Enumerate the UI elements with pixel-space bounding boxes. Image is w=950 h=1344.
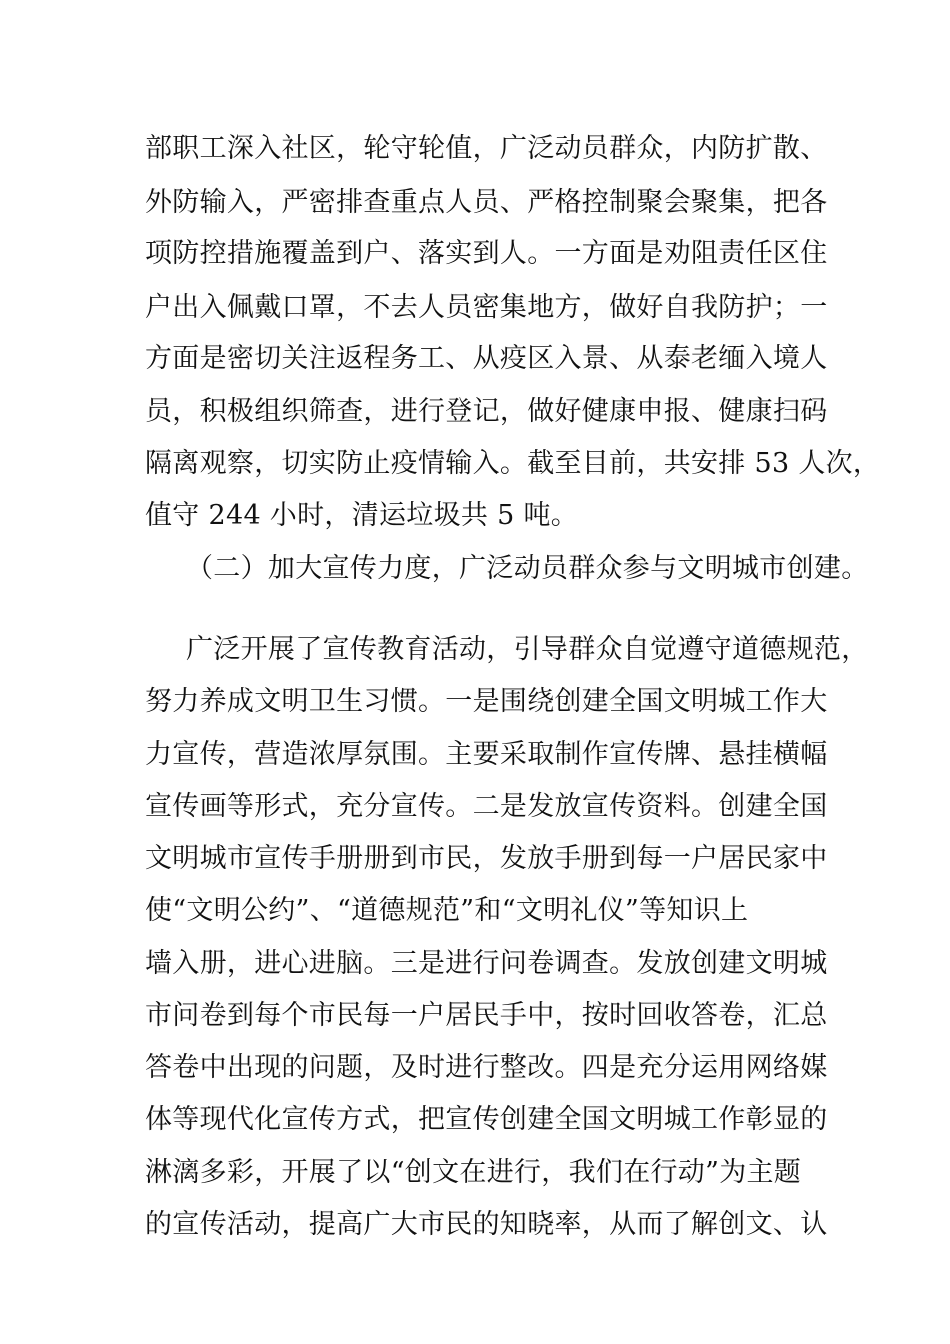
paragraph2-line-2: 努力养成文明卫生习惯。一是围绕创建全国文明城工作大 [145, 686, 828, 717]
paragraph1-line-2: 外防输入，严密排查重点人员、严格控制聚会聚集，把各 [145, 187, 828, 218]
paragraph2-line-8: 市问卷到每个市民每一户居民手中，按时回收答卷，汇总 [145, 1000, 828, 1031]
paragraph1-line-3: 项防控措施覆盖到户、落实到人。一方面是劝阻责任区住 [145, 238, 828, 269]
paragraph2-line-9: 答卷中出现的问题，及时进行整改。四是充分运用网络媒 [145, 1052, 828, 1083]
paragraph2-line-4: 宣传画等形式，充分宣传。二是发放宣传资料。创建全国 [145, 791, 828, 822]
paragraph1-line-5: 方面是密切关注返程务工、从疫区入景、从泰老缅入境人 [145, 343, 828, 374]
paragraph2-line-11: 淋漓多彩，开展了以“创文在进行，我们在行动”为主题 [145, 1157, 802, 1188]
paragraph2-line-3: 力宣传，营造浓厚氛围。主要采取制作宣传牌、悬挂横幅 [145, 739, 828, 770]
paragraph1-line-8: 值守 244 小时，清运垃圾共 5 吨。 [145, 500, 579, 531]
paragraph1-line-7: 隔离观察，切实防止疫情输入。截至目前，共安排 53 人次， [145, 448, 881, 479]
section-heading: （二）加大宣传力度，广泛动员群众参与文明城市创建。 [186, 553, 869, 584]
paragraph1-line-4: 户出入佩戴口罩，不去人员密集地方，做好自我防护；一 [145, 292, 828, 323]
paragraph2-line-10: 体等现代化宣传方式，把宣传创建全国文明城工作彰显的 [145, 1104, 828, 1135]
paragraph2-line-7: 墙入册，进心进脑。三是进行问卷调查。发放创建文明城 [145, 948, 828, 979]
paragraph2-line-12: 的宣传活动，提高广大市民的知晓率，从而了解创文、认 [145, 1209, 828, 1240]
paragraph1-line-6: 员，积极组织筛查，进行登记，做好健康申报、健康扫码 [145, 396, 828, 427]
paragraph1-line-1: 部职工深入社区，轮守轮值，广泛动员群众，内防扩散、 [145, 133, 828, 164]
paragraph2-line-5: 文明城市宣传手册册到市民，发放手册到每一户居民家中 [145, 843, 828, 874]
paragraph2-line-6: 使“文明公约”、“道德规范”和“文明礼仪”等知识上 [145, 895, 749, 926]
paragraph2-line-1: 广泛开展了宣传教育活动，引导群众自觉遵守道德规范， [186, 634, 869, 665]
